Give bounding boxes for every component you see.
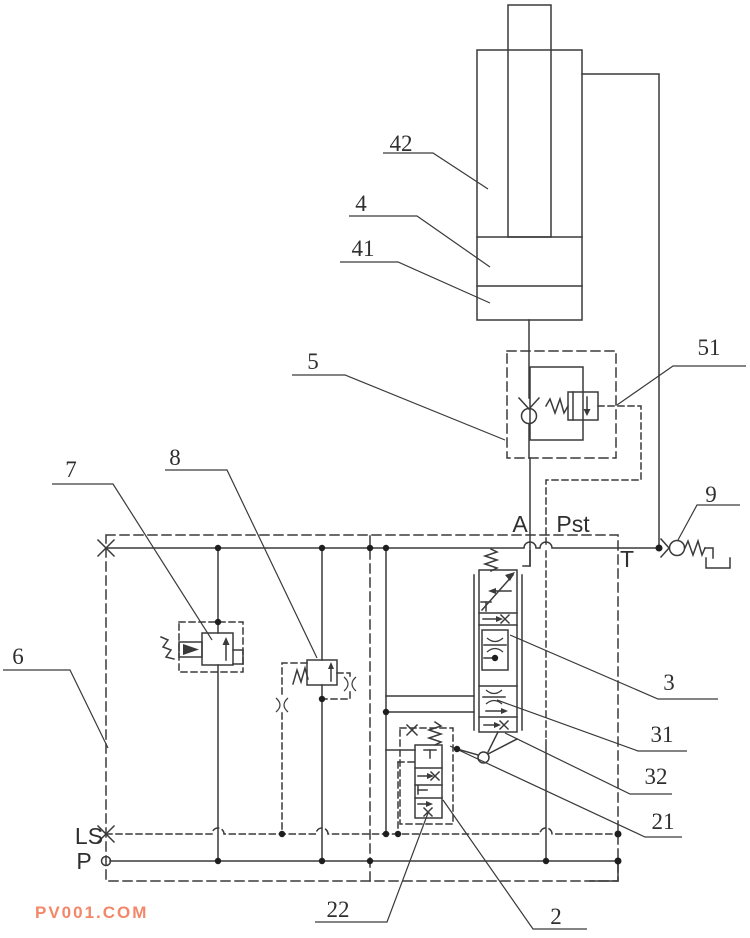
- ref-label-2: 2: [550, 904, 562, 929]
- port-label-p: P: [76, 848, 92, 874]
- ref-label-42: 42: [389, 131, 413, 156]
- port-label-a: A: [512, 511, 528, 537]
- manifold-boundary: [106, 535, 618, 881]
- selector-valve-icon: [398, 722, 453, 834]
- ref-label-9: 9: [705, 482, 717, 507]
- ref-label-8: 8: [169, 445, 181, 470]
- pressure-bus-line: [106, 542, 659, 548]
- check-valve-tank-icon: [661, 539, 730, 568]
- ref-label-4: 4: [355, 191, 367, 216]
- pilot-relief-valve-icon: [546, 392, 598, 420]
- ref-label-21: 21: [651, 809, 675, 834]
- cylinder-icon: [477, 5, 659, 548]
- ref-label-6: 6: [12, 644, 24, 669]
- compensator-valve-icon: [276, 660, 356, 834]
- port-label-ls: LS: [74, 823, 104, 849]
- ls-bus-line: [106, 828, 618, 834]
- ref-label-51: 51: [697, 335, 721, 360]
- watermark: PV001.COM: [35, 903, 149, 922]
- ref-label-31: 31: [650, 722, 674, 747]
- reducing-valve-icon: [161, 622, 243, 672]
- lever-roller-icon: [457, 732, 517, 763]
- ref-label-7: 7: [65, 457, 77, 482]
- riser-lines: [218, 548, 546, 861]
- ref-label-22: 22: [326, 897, 350, 922]
- ref-label-41: 41: [351, 236, 375, 261]
- ref-label-5: 5: [307, 349, 319, 374]
- port-label-pst: Pst: [556, 511, 590, 537]
- leader-lines: [3, 153, 746, 929]
- ref-label-3: 3: [663, 670, 675, 695]
- port-label-t: T: [619, 546, 635, 572]
- ref-label-32: 32: [644, 764, 668, 789]
